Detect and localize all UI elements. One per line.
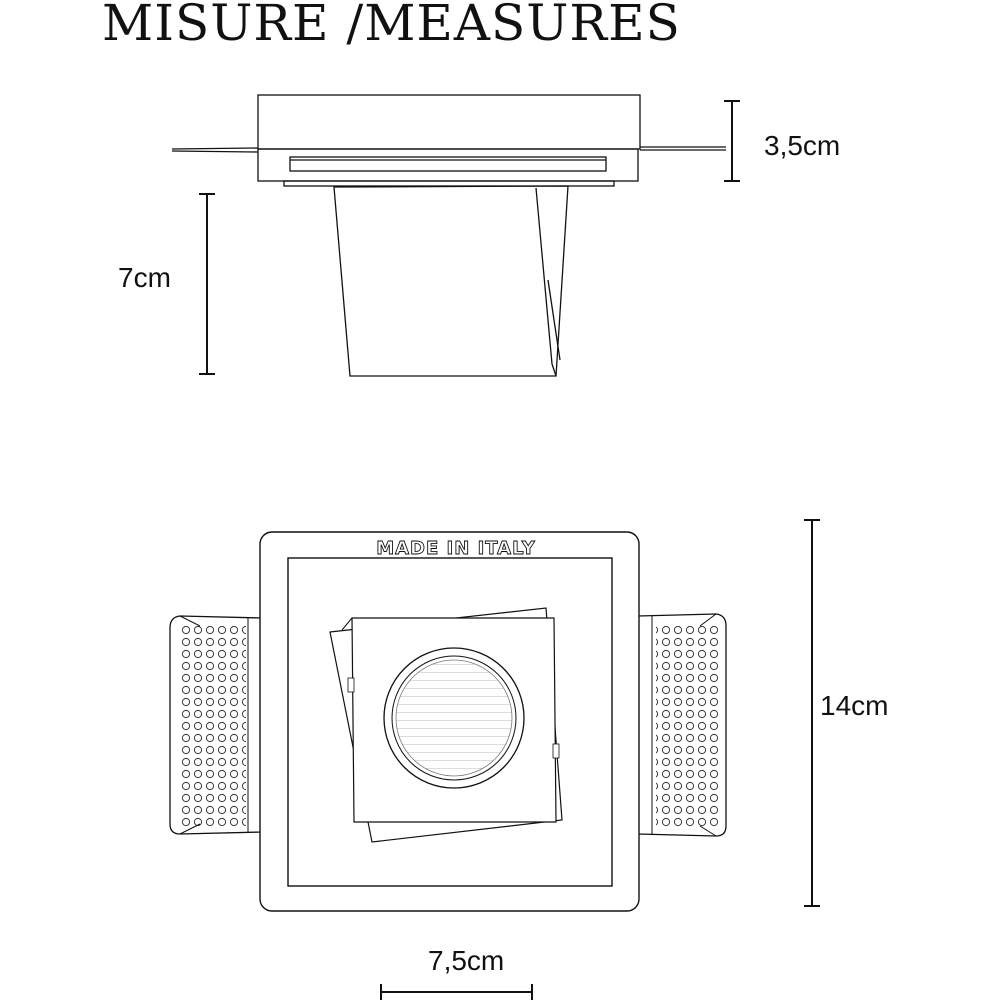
right-perforated-wing [638,614,726,836]
outer-size-label: 14cm [820,690,889,721]
frame-lower-band [258,149,638,181]
frame-depth-label: 3,5cm [764,130,841,161]
body-depth-dimension [199,194,215,374]
side-view [172,95,726,376]
body-depth-label: 7cm [118,262,171,293]
front-view [170,532,726,911]
frame-slot [290,157,606,171]
frame-depth-dimension [724,101,740,181]
body [334,186,568,376]
lens-fins [396,660,512,776]
body-edge [536,188,552,364]
left-perforated-wing [170,616,262,834]
hole-size-dimension [381,984,532,1000]
made-in-italy-stamp: MADE IN ITALY [376,538,536,559]
outer-size-dimension [804,520,820,906]
page-title: MISURE /MEASURES [102,0,681,52]
trim-plate [284,181,614,186]
hole-size-label: 7,5cm [428,945,505,976]
left-wing-line [172,148,258,149]
frame-top-block [258,95,640,149]
